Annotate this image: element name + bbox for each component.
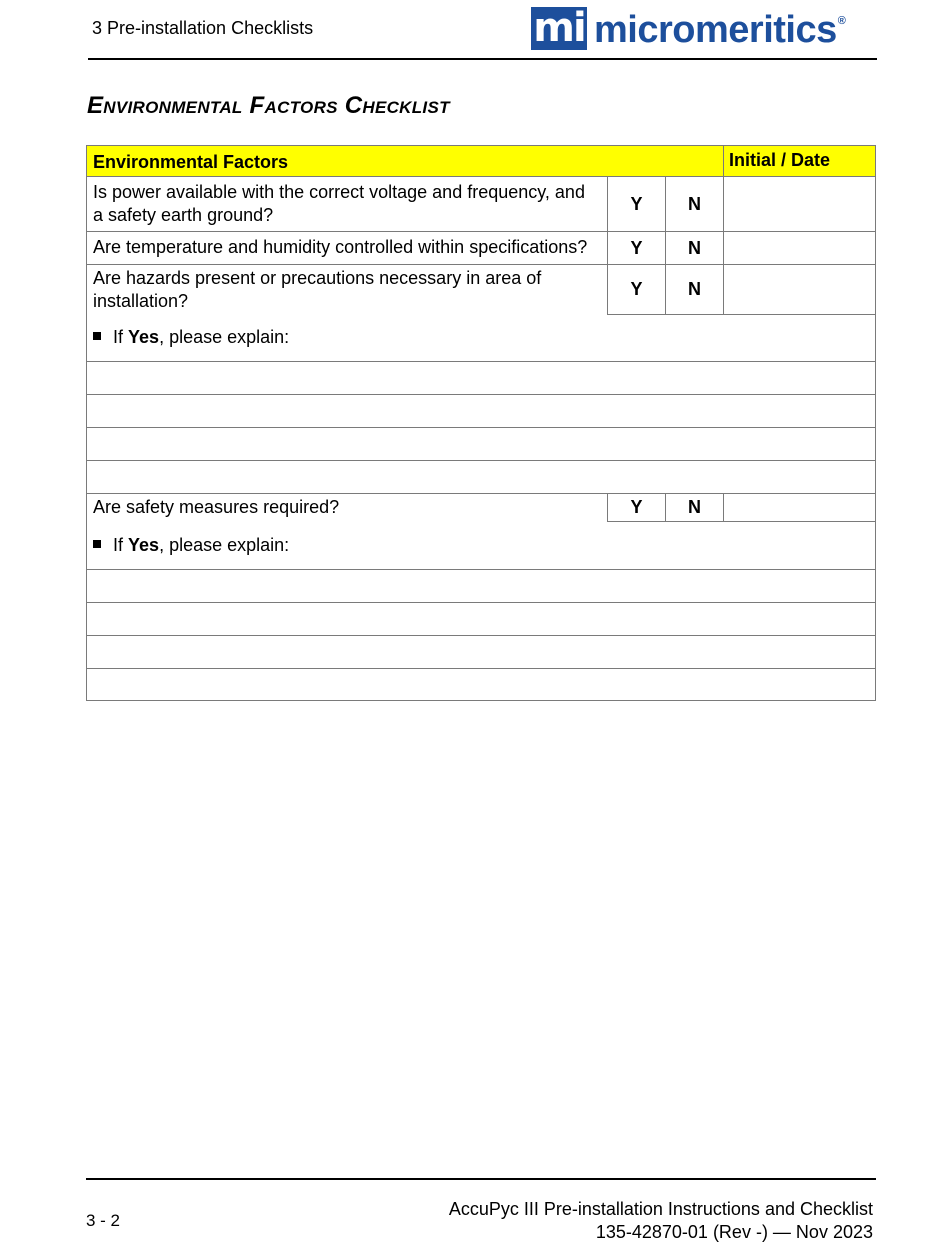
hazards-explain-line-4[interactable]	[86, 460, 876, 494]
yes-label: Y	[630, 497, 643, 517]
yes-label: Y	[630, 279, 643, 299]
hazards-explain-line-1[interactable]	[86, 361, 876, 395]
safety-explain-line-4[interactable]	[86, 668, 876, 701]
safety-explain-prompt: If Yes, please explain:	[93, 534, 289, 557]
hazards-explain-line-3[interactable]	[86, 427, 876, 461]
header-chapter-title: 3 Pre-installation Checklists	[92, 18, 314, 38]
hazards-explain-line-2[interactable]	[86, 394, 876, 428]
question-safety-no[interactable]	[665, 493, 724, 522]
initial-date-header-label: Initial / Date	[729, 150, 831, 170]
header-divider	[88, 58, 877, 60]
question-temperature-yes[interactable]	[607, 231, 666, 265]
question-temperature-initial-date[interactable]	[723, 231, 876, 265]
question-row-temperature	[86, 231, 608, 265]
yes-label: Y	[630, 237, 643, 258]
logo-mark-icon: mi	[531, 7, 587, 50]
footer-doc-title: AccuPyc III Pre-installation Instructions and Checklist	[448, 1199, 873, 1219]
footer-doc-number: 135-42870-01 (Rev -) — Nov 2023	[595, 1222, 873, 1242]
safety-explain-line-2[interactable]	[86, 602, 876, 636]
environmental-factors-checklist	[86, 145, 876, 701]
no-label: N	[688, 279, 701, 299]
question-safety-text: Are safety measures required?	[93, 497, 340, 517]
question-hazards-initial-date[interactable]	[723, 264, 876, 315]
micromeritics-logo	[531, 7, 846, 51]
bullet-square-icon	[93, 540, 101, 548]
no-label: N	[688, 497, 701, 517]
bullet-square-icon	[93, 332, 101, 340]
question-power-no[interactable]	[665, 176, 724, 232]
no-label: N	[688, 193, 701, 214]
yes-label: Y	[630, 193, 643, 214]
question-temperature-text: Are temperature and humidity controlled within specifications?	[93, 237, 588, 257]
safety-explain-line-1[interactable]	[86, 569, 876, 603]
question-row-power	[86, 176, 608, 232]
no-label: N	[688, 237, 701, 258]
question-hazards-text: Are hazards present or precautions necessary in area of installation?	[93, 268, 542, 311]
question-temperature-no[interactable]	[665, 231, 724, 265]
initial-date-header-cell	[723, 145, 876, 177]
page-number: 3 - 2	[86, 1211, 121, 1230]
checklist-header-label: Environmental Factors	[93, 152, 289, 172]
footer-divider	[86, 1178, 876, 1180]
page-title: Environmental Factors Checklist	[87, 92, 450, 119]
safety-explain-line-3[interactable]	[86, 635, 876, 669]
checklist-header-cell	[86, 145, 724, 177]
question-hazards-yes[interactable]	[607, 264, 666, 315]
footer-document-info	[449, 1198, 873, 1244]
question-power-initial-date[interactable]	[723, 176, 876, 232]
question-safety-yes[interactable]	[607, 493, 666, 522]
question-power-text: Is power available with the correct voltage and frequency, and a safety earth ground?	[93, 182, 585, 225]
registered-mark: ®	[837, 15, 846, 27]
question-hazards-no[interactable]	[665, 264, 724, 315]
logo-wordmark: micromeritics	[594, 9, 837, 51]
question-power-yes[interactable]	[607, 176, 666, 232]
hazards-explain-prompt: If Yes, please explain:	[93, 326, 289, 349]
question-safety-initial-date[interactable]	[723, 493, 876, 522]
